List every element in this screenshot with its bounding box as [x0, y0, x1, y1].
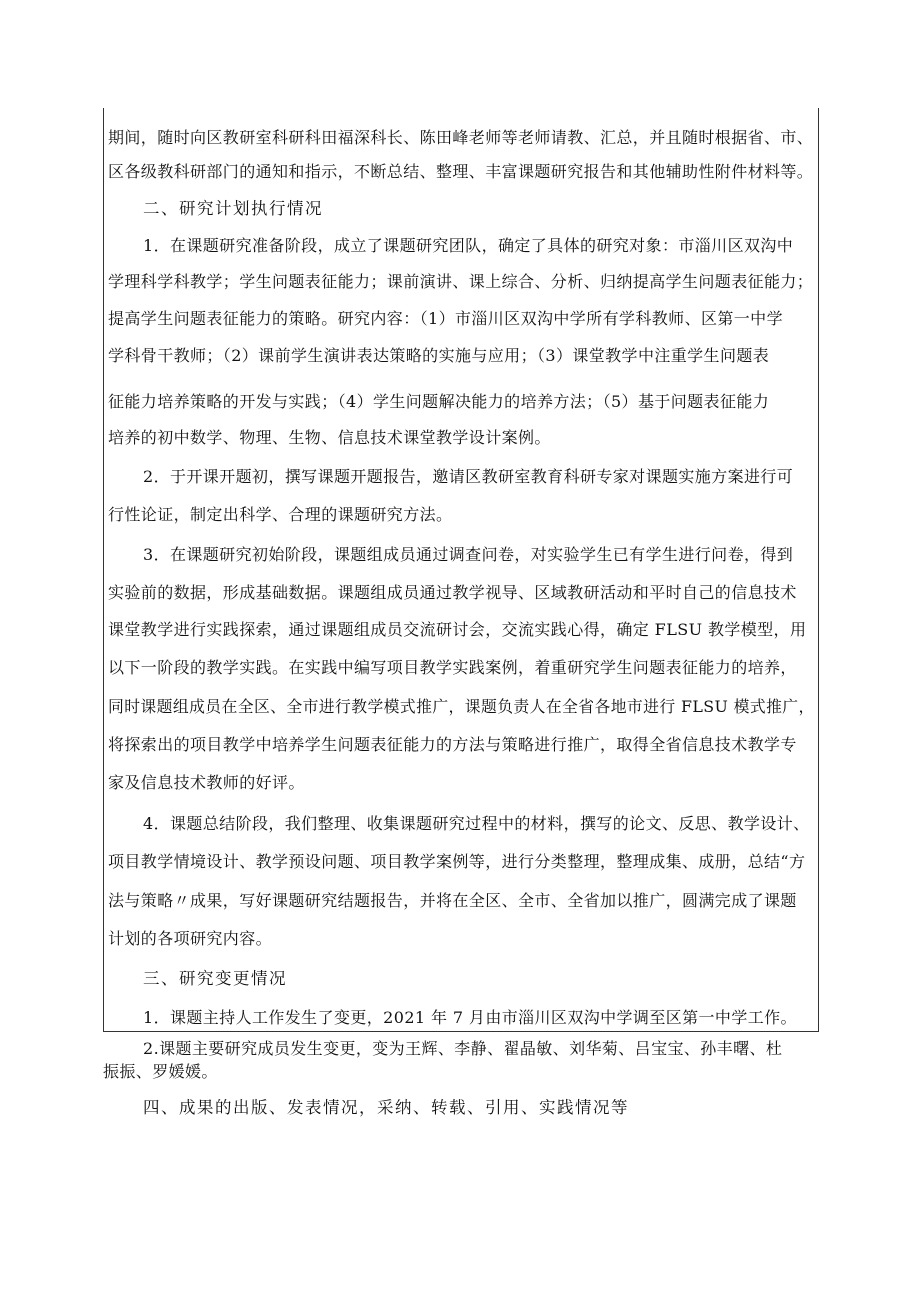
paragraph-line: 实验前的数据，形成基础数据。课题组成员通过教学视导、区域教研活动和平时自己的信息技术 [108, 583, 797, 602]
paragraph-line: 征能力培养策略的开发与实践；（4）学生问题解决能力的培养方法；（5）基于问题表征能力 [108, 392, 770, 411]
paragraph-line: 项目教学情境设计、教学预设问题、项目教学案例等，进行分类整理，整理成集、成册，总结“方 [108, 852, 806, 871]
paragraph-line: 3．在课题研究初始阶段，课题组成员通过调查问卷，对实验学生已有学生进行问卷，得到 [143, 545, 794, 564]
paragraph-line: 学理科学科教学；学生问题表征能力；课前演讲、课上综合、分析、归纳提高学生问题表征能力； [108, 272, 814, 291]
paragraph-line: 区各级教科研部门的通知和指示，不断总结、整理、丰富课题研究报告和其他辅助性附件材料等。 [108, 162, 814, 181]
paragraph-line: 以下一阶段的教学实践。在实践中编写项目教学实践案例，着重研究学生问题表征能力的培养， [108, 658, 797, 677]
paragraph-line: 行性论证，制定出科学、合理的课题研究方法。 [108, 505, 453, 524]
section-heading-2: 二、研究计划执行情况 [143, 199, 323, 218]
paragraph-line: 法与策略〃成果，写好课题研究结题报告，并将在全区、全市、全省加以推广，圆满完成了课题 [108, 891, 797, 910]
paragraph-line: 2.课题主要研究成员发生变更，变为王辉、李静、翟晶敏、刘华菊、吕宝宝、孙丰曙、杜 [143, 1039, 783, 1058]
paragraph-line: 4．课题总结阶段，我们整理、收集课题研究过程中的材料，撰写的论文、反思、教学设计、 [143, 814, 810, 833]
paragraph-line: 2．于开课开题初，撰写课题开题报告，邀请区教研室教育科研专家对课题实施方案进行可 [143, 467, 794, 486]
paragraph-line: 1．课题主持人工作发生了变更，2021 年 7 月由市淄川区双沟中学调至区第一中学工作。 [143, 1008, 797, 1027]
paragraph-line: 将探索出的项目教学中培养学生问题表征能力的方法与策略进行推广，取得全省信息技术教学专 [108, 735, 797, 754]
section-heading-4: 四、成果的出版、发表情况，采纳、转载、引用、实践情况等 [143, 1098, 629, 1117]
paragraph-line: 学科骨干教师；（2）课前学生演讲表达策略的实施与应用；（3）课堂教学中注重学生问题表 [108, 346, 770, 365]
paragraph-line: 计划的各项研究内容。 [108, 929, 273, 948]
paragraph-line: 期间，随时向区教研室科研科田福深科长、陈田峰老师等老师请教、汇总，并且随时根据省、市、 [108, 128, 814, 147]
paragraph-line: 课堂教学进行实践探索，通过课题组成员交流研讨会，交流实践心得，确定 FLSU 教学模型，用 [108, 620, 807, 639]
paragraph-line: 同时课题组成员在全区、全市进行教学模式推广，课题负责人在全省各地市进行 FLSU 模式推广， [108, 697, 815, 716]
paragraph-line: 1．在课题研究准备阶段，成立了课题研究团队，确定了具体的研究对象：市淄川区双沟中 [143, 236, 794, 255]
paragraph-line: 提高学生问题表征能力的策略。研究内容：（1）市淄川区双沟中学所有学科教师、区第一中学 [108, 309, 783, 328]
paragraph-line: 振振、罗媛媛。 [103, 1062, 218, 1081]
paragraph-line: 培养的初中数学、物理、生物、信息技术课堂教学设计案例。 [108, 428, 551, 447]
paragraph-line: 家及信息技术教师的好评。 [108, 773, 305, 792]
section-heading-3: 三、研究变更情况 [143, 969, 287, 988]
